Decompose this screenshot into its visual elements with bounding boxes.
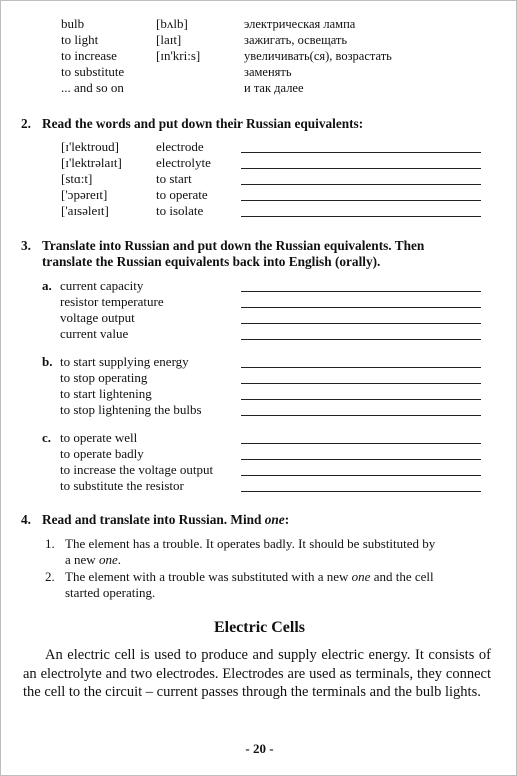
exercise-instruction: Translate into Russian and put down the Russian equivalents. Then: [42, 238, 425, 253]
exercise-number: 4.: [21, 512, 31, 527]
english-word: electrode: [156, 139, 204, 154]
vocab-translation: увеличивать(ся), возрастать: [244, 49, 392, 63]
sentence-line: [45, 552, 493, 568]
vocab-row: [1, 16, 517, 32]
phrase: current capacity: [60, 278, 144, 293]
exercise-3-heading: [21, 238, 491, 270]
phrase: voltage output: [60, 310, 135, 325]
transcription: [ɪ'lektrəlaɪt]: [61, 155, 122, 170]
section-title: Electric Cells: [213, 619, 306, 636]
vocab-translation: электрическая лампа: [244, 17, 356, 31]
vocab-row: [1, 48, 517, 64]
vocab-row: [1, 80, 517, 96]
answer-line[interactable]: [241, 459, 481, 460]
vocab-word: to substitute: [61, 64, 125, 79]
sentence-number: 2.: [45, 569, 55, 584]
answer-line[interactable]: [241, 339, 481, 340]
answer-line[interactable]: [241, 200, 481, 201]
vocab-transcription: [laɪt]: [156, 32, 182, 47]
emphasis-word: one: [264, 512, 285, 527]
phrase: to stop operating: [60, 370, 148, 385]
english-word: electrolyte: [156, 155, 211, 170]
exercise-4-heading: [21, 512, 491, 528]
exercise-instruction-continued: translate the Russian equivalents back into English (orally).: [42, 254, 381, 269]
text: The element with a trouble was substituted with a new: [65, 569, 352, 584]
transcription: [stɑ:t]: [61, 171, 93, 186]
phrase: to substitute the resistor: [60, 478, 184, 493]
answer-line[interactable]: [241, 415, 481, 416]
exercise-number: 2.: [21, 116, 31, 131]
answer-line[interactable]: [241, 367, 481, 368]
vocab-word: to increase: [61, 48, 117, 63]
group-letter: a.: [42, 278, 52, 293]
sentence-2: [45, 569, 493, 601]
punctuation: :: [284, 512, 290, 527]
answer-line[interactable]: [241, 168, 481, 169]
exercise-instruction: Read the words and put down their Russian equivalents:: [42, 116, 364, 131]
phrase: to operate badly: [60, 446, 144, 461]
answer-line[interactable]: [241, 323, 481, 324]
phrase: to stop lightening the bulbs: [60, 402, 202, 417]
vocab-row: [1, 32, 517, 48]
text: a new: [65, 552, 99, 567]
text: and the cell: [370, 569, 434, 584]
answer-line[interactable]: [241, 383, 481, 384]
answer-line[interactable]: [241, 184, 481, 185]
exercise-2-heading: [21, 116, 491, 132]
phrase: to increase the voltage output: [60, 462, 214, 477]
phrase: to start supplying energy: [60, 354, 189, 369]
english-word: to operate: [156, 187, 208, 202]
answer-line[interactable]: [241, 152, 481, 153]
vocab-transcription: [ɪn'kri:s]: [156, 48, 201, 63]
exercise-instruction: Read and translate into Russian. Mind: [42, 512, 265, 527]
english-word: to isolate: [156, 203, 204, 218]
phrase: to operate well: [60, 430, 138, 445]
phrase: current value: [60, 326, 129, 341]
vocab-word: to light: [61, 32, 99, 47]
emphasis-word: one: [351, 569, 371, 584]
exercise-number: 3.: [21, 238, 31, 253]
answer-line[interactable]: [241, 475, 481, 476]
answer-line[interactable]: [241, 399, 481, 400]
vocab-translation: и так далее: [244, 81, 304, 95]
sentence-1: [45, 536, 493, 568]
vocab-row: [1, 64, 517, 80]
sentence-line: The element has a trouble. It operates badly. It should be substituted by: [65, 536, 436, 551]
emphasis-word: one: [98, 552, 118, 567]
transcription: ['aɪsəleɪt]: [61, 203, 109, 218]
answer-line[interactable]: [241, 216, 481, 217]
phrase: to start lightening: [60, 386, 152, 401]
sentence-line: [45, 569, 493, 585]
vocab-translation: заменять: [244, 65, 292, 79]
answer-line[interactable]: [241, 291, 481, 292]
phrase: resistor temperature: [60, 294, 164, 309]
transcription: [ɪ'lektroud]: [61, 139, 119, 154]
vocab-word: bulb: [61, 16, 85, 31]
answer-line[interactable]: [241, 491, 481, 492]
group-letter: b.: [42, 354, 53, 369]
sentence-number: 1.: [45, 536, 55, 551]
english-word: to start: [156, 171, 192, 186]
group-letter: c.: [42, 430, 52, 445]
sentence-line: started operating.: [65, 585, 156, 600]
text: .: [117, 552, 121, 567]
page-number: - 20 -: [245, 741, 274, 756]
section-paragraph: An electric cell is used to produce and supply electric energy. It consists of an electrolyte and two electrodes. Electrodes are used as terminals, they connect the cell to the circuit – current passes through the terminals and the bulb lights.: [23, 647, 491, 700]
vocab-translation: зажигать, освещать: [244, 33, 348, 47]
vocab-word: ... and so on: [61, 80, 124, 95]
answer-line[interactable]: [241, 307, 481, 308]
transcription: ['ɔpəreɪt]: [61, 187, 108, 202]
answer-line[interactable]: [241, 443, 481, 444]
vocab-transcription: [bʌlb]: [156, 16, 188, 31]
